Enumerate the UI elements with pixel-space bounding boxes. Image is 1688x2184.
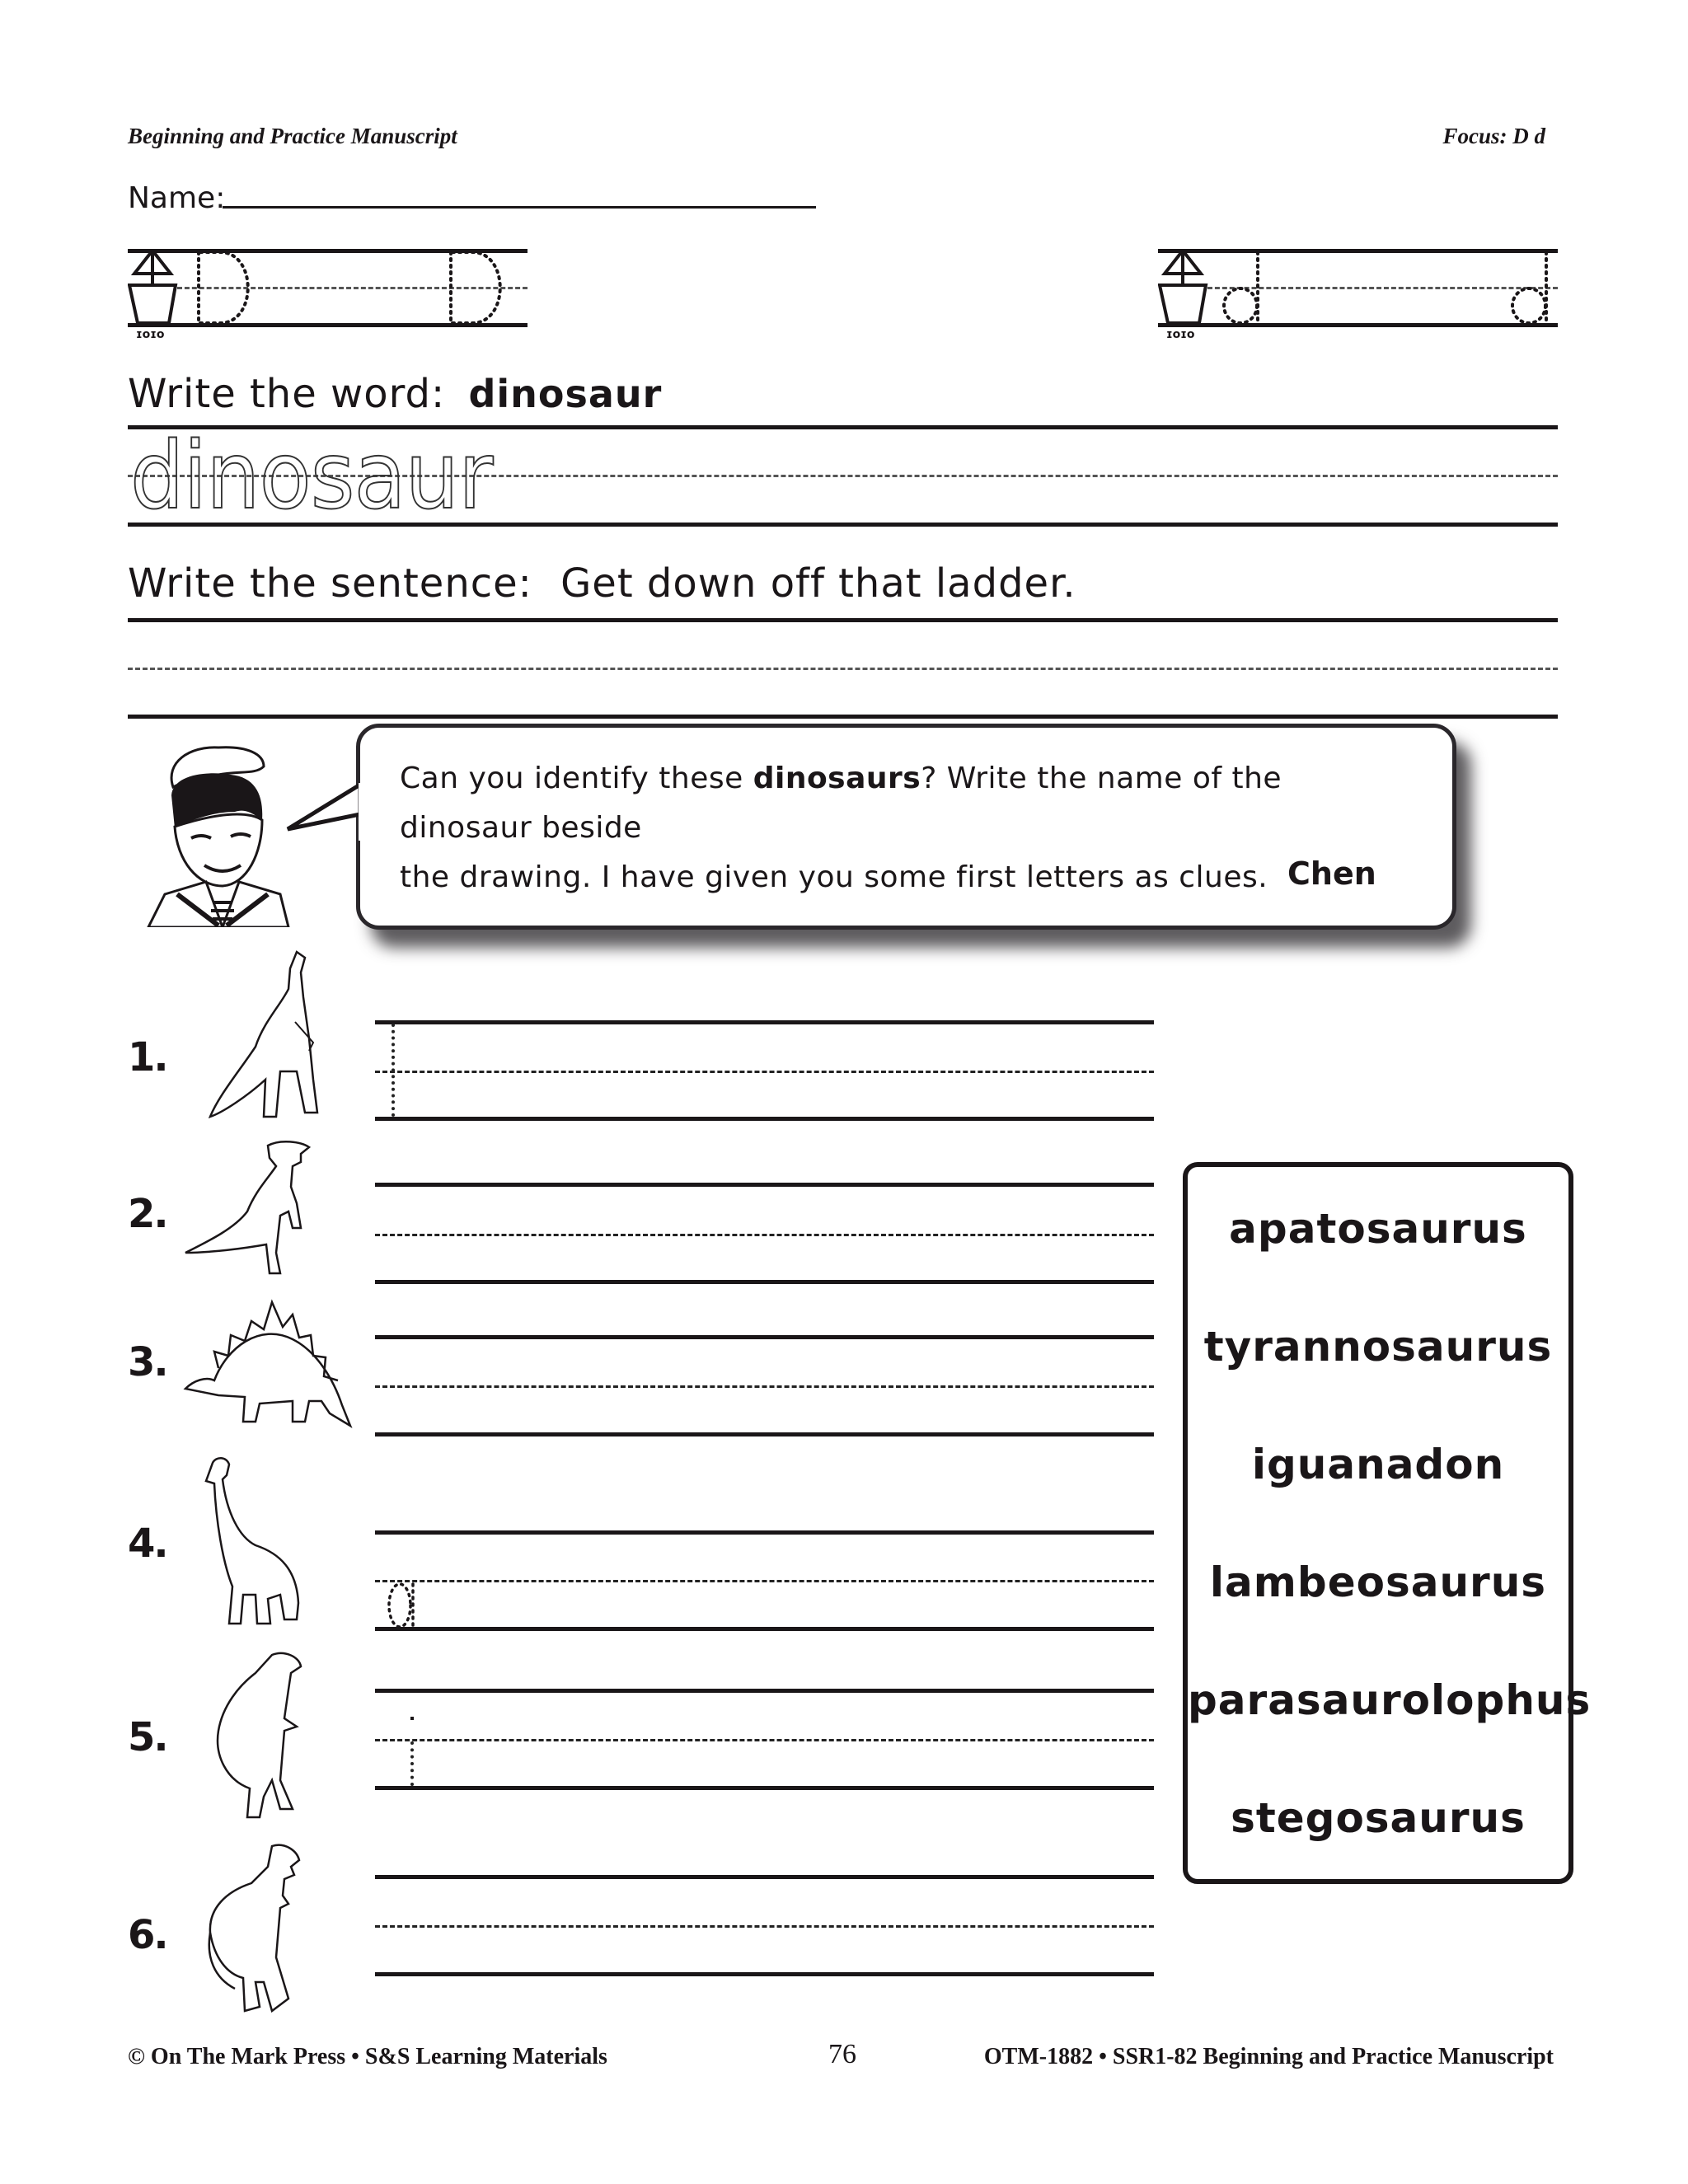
iguanadon-drawing (202, 1648, 326, 1821)
word-bank-item: tyrannosaurus (1203, 1323, 1553, 1371)
traceable-lowercase-d[interactable] (1511, 251, 1560, 325)
apatosaurus-drawing (198, 1455, 338, 1632)
instruction-text: Can you identify these (400, 762, 753, 795)
word-prompt-label: Write the word: (128, 371, 446, 417)
tyrannosaurus-drawing (194, 1842, 326, 2015)
word-bank-item: lambeosaurus (1209, 1558, 1547, 1606)
traceable-uppercase-d[interactable] (448, 251, 522, 325)
top-guide-line (1158, 249, 1558, 253)
sailboat-guide-icon (1158, 249, 1209, 340)
exercise-number: 1. (128, 1034, 167, 1080)
exercise-number: 4. (128, 1521, 167, 1567)
exercise-row (124, 1648, 1162, 1825)
word-prompt-row (128, 371, 662, 417)
name-input-line[interactable] (223, 206, 816, 209)
sailboat-guide-icon (128, 249, 179, 340)
worksheet-series-title: Beginning and Practice Manuscript (128, 124, 457, 148)
instruction-emphasis: dinosaurs (753, 762, 921, 795)
answer-writing-area[interactable] (375, 1532, 1154, 1627)
answer-base-line (375, 1117, 1154, 1121)
exercise-number: 6. (128, 1912, 167, 1958)
exercise-row (124, 1137, 1162, 1302)
exercise-row (124, 1298, 1162, 1455)
parasaurolophus-drawing (177, 1137, 342, 1277)
answer-base-line (375, 1432, 1154, 1436)
base-guide-line (1158, 323, 1558, 327)
exercise-number: 5. (128, 1714, 167, 1760)
answer-writing-area[interactable] (375, 1184, 1154, 1280)
answer-writing-area[interactable] (375, 1337, 1154, 1432)
speech-bubble-tail (284, 783, 367, 841)
word-writing-area[interactable] (128, 423, 1558, 530)
word-bank-item: parasaurolophus (1188, 1676, 1592, 1724)
target-sentence: Get down off that ladder. (560, 560, 1076, 607)
word-bank-item: stegosaurus (1231, 1794, 1526, 1842)
instruction-text: ? Write the name of the dinosaur beside (400, 762, 1282, 845)
instruction-text: the drawing. I have given you some first letters as clues. (400, 860, 1268, 894)
focus-letter-label: Focus: D d (1442, 124, 1545, 148)
exercise-number: 3. (128, 1339, 167, 1385)
target-word: dinosaur (468, 372, 663, 416)
traceable-uppercase-d[interactable] (195, 251, 270, 325)
answer-writing-area[interactable] (375, 1022, 1154, 1117)
traceable-lowercase-d[interactable] (1222, 251, 1272, 325)
word-bank-item: apatosaurus (1229, 1205, 1527, 1253)
svg-text:ɪoɪo: ɪoɪo (136, 328, 165, 340)
svg-text:ɪoɪo: ɪoɪo (1166, 328, 1195, 340)
page-number: 76 (828, 2039, 856, 2069)
speech-bubble (356, 724, 1456, 930)
exercise-row (124, 1842, 1162, 2019)
answer-writing-area[interactable] (375, 1877, 1154, 1972)
uppercase-letter-practice (128, 247, 528, 340)
exercise-number: 2. (128, 1191, 167, 1237)
footer-product-code: OTM-1882 • SSR1-82 Beginning and Practice Manuscript (983, 2044, 1554, 2069)
answer-base-line (375, 1786, 1154, 1790)
answer-base-line (375, 1972, 1154, 1976)
exercise-row (124, 948, 1162, 1125)
sentence-base-line (128, 715, 1558, 719)
lambeosaurus-drawing (198, 948, 338, 1125)
answer-base-line (375, 1280, 1154, 1284)
footer-publisher: © On The Mark Press • S&S Learning Materials (128, 2044, 607, 2069)
bubble-signature: Chen (1287, 855, 1376, 892)
sentence-prompt-row (128, 560, 1076, 607)
lowercase-letter-practice (1158, 247, 1558, 340)
sentence-prompt-label: Write the sentence: (128, 560, 532, 607)
answer-base-line (375, 1627, 1154, 1631)
traceable-word[interactable]: dinosaur (130, 423, 493, 530)
word-bank (1183, 1162, 1592, 1884)
sailor-boy-illustration (140, 738, 297, 927)
bubble-instructions (400, 754, 1422, 902)
word-bank-item: iguanadon (1251, 1441, 1505, 1488)
stegosaurus-drawing (169, 1298, 367, 1430)
name-label: Name: (128, 181, 226, 215)
exercise-row (124, 1455, 1162, 1636)
answer-writing-area[interactable] (375, 1690, 1154, 1786)
sentence-writing-area[interactable] (128, 620, 1558, 715)
